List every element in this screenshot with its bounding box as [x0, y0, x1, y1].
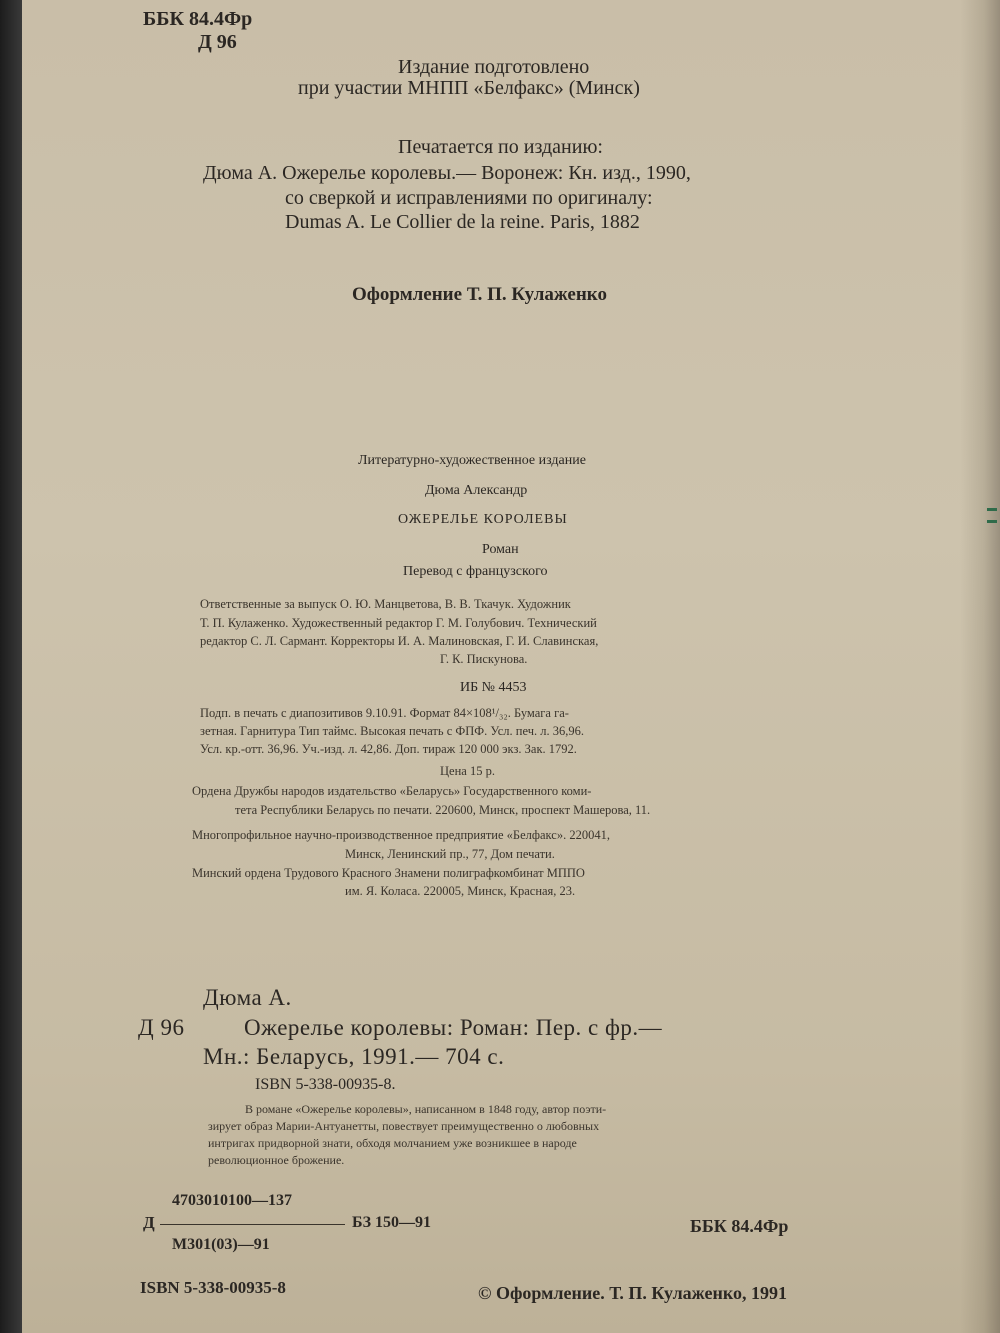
staff-line: Т. П. Кулаженко. Художественный редактор Г. М. Голубович. Технический — [200, 616, 597, 630]
specs-line: зетная. Гарнитура Тип таймс. Высокая печать с ФПФ. Усл. печ. л. 36,96. — [200, 724, 584, 738]
bbk-code: ББК 84.4Фр — [143, 8, 253, 30]
catalog-imprint: Мн.: Беларусь, 1991.— 704 с. — [203, 1044, 505, 1069]
index-letter: Д — [143, 1213, 155, 1232]
genre: Литературно-художественное издание — [358, 453, 586, 468]
book-title: ОЖЕРЕЛЬЕ КОРОЛЕВЫ — [398, 512, 568, 527]
source-line-2: со сверкой и исправлениями по оригиналу: — [285, 187, 653, 209]
index-bbk: ББК 84.4Фр — [690, 1216, 789, 1236]
catalog-code: Д 96 — [138, 1015, 185, 1040]
publisher-line: тета Республики Беларусь по печати. 220600, Минск, проспект Машерова, 11. — [235, 803, 651, 817]
enterprise-line: Минск, Ленинский пр., 77, Дом печати. — [345, 847, 555, 861]
printer-line: Минский ордена Трудового Красного Знамени полиграфкомбинат МППО — [192, 866, 585, 880]
book-type: Роман — [482, 542, 519, 557]
price: Цена 15 р. — [440, 764, 495, 778]
enterprise-line: Многопрофильное научно-производственное предприятие «Белфакс». 220041, — [192, 828, 610, 842]
specs-line: Подп. в печать с диапозитивов 9.10.91. Формат 84×108¹/₃₂. Бумага га- — [200, 706, 569, 720]
index-bz: БЗ 150—91 — [352, 1214, 432, 1231]
footer-isbn: ISBN 5-338-00935-8 — [140, 1278, 286, 1297]
staff-line: Г. К. Пискунова. — [440, 652, 528, 666]
index-denominator: М301(03)—91 — [172, 1236, 270, 1253]
annotation-line: зирует образ Марии-Антуанетты, повествует преимущественно о любовных — [208, 1119, 600, 1133]
book-edge-shadow — [0, 0, 22, 1333]
footer-copyright: © Оформление. Т. П. Кулаженко, 1991 — [478, 1283, 787, 1303]
design-credit: Оформление Т. П. Кулаженко — [352, 284, 607, 305]
translation-note: Перевод с французского — [403, 564, 548, 579]
annotation-line: революционное брожение. — [208, 1153, 345, 1167]
source-intro: Печатается по изданию: — [398, 136, 603, 158]
prepared-line-2: при участии МНПП «Белфакс» (Минск) — [298, 77, 640, 99]
source-line-1: Дюма А. Ожерелье королевы.— Воронеж: Кн. изд., 1990, — [203, 162, 691, 184]
book-code: Д 96 — [198, 31, 237, 53]
catalog-title: Ожерелье королевы: Роман: Пер. с фр.— — [244, 1015, 663, 1040]
annotation-line: В романе «Ожерелье королевы», написанном в 1848 году, автор поэти- — [245, 1102, 607, 1116]
printer-line: им. Я. Коласа. 220005, Минск, Красная, 23. — [345, 884, 576, 898]
specs-line: Усл. кр.-отт. 36,96. Уч.-изд. л. 42,86. Доп. тираж 120 000 экз. Зак. 1792. — [200, 742, 577, 756]
publisher-line: Ордена Дружбы народов издательство «Беларусь» Государственного коми- — [192, 784, 592, 798]
staff-line: Ответственные за выпуск О. Ю. Манцветова, В. В. Ткачук. Художник — [200, 597, 571, 611]
ib-number: ИБ № 4453 — [460, 680, 527, 695]
prepared-line-1: Издание подготовлено — [398, 56, 590, 78]
index-numerator: 4703010100—137 — [172, 1192, 292, 1209]
catalog-author: Дюма А. — [203, 985, 292, 1010]
stitch-mark — [987, 520, 997, 523]
source-line-3: Dumas A. Le Collier de la reine. Paris, 1882 — [285, 211, 640, 233]
catalog-isbn: ISBN 5-338-00935-8. — [255, 1076, 396, 1093]
author-name: Дюма Александр — [425, 483, 528, 498]
index-fraction-rule — [160, 1224, 345, 1225]
staff-line: редактор С. Л. Сармант. Корректоры И. А. Малиновская, Г. И. Славинская, — [200, 634, 599, 648]
annotation-line: интригах придворной знати, обходя молчанием уже возникшее в народе — [208, 1136, 577, 1150]
stitch-mark — [987, 508, 997, 511]
page-spine-shading — [960, 0, 1000, 1333]
